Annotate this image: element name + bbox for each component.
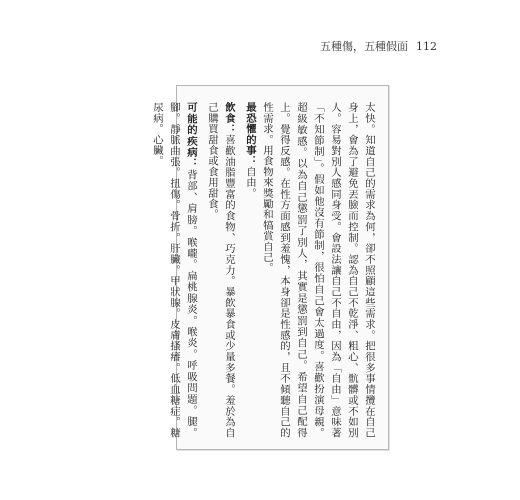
disease-label: 可能的疾病： [185,102,197,170]
paragraph-traits: 太快。知道自己的需求為何，卻不照顧這些需求。把很多事情攬在自己身上，會為了避免丟臉而控制。認為自己不乾淨、粗心、骯髒或不如別人。容易對別人感同身受。會設法讓自己不自由，因為「自由」意味著「不知節制」。假如他沒有節制，很怕自己會太過度。喜歡扮演母親。超級敏感。以為自己懲罰了別人，其實是懲罰到自己。希望自己配得上。覺得反感。在性方面感到羞愧，本身卻是性感的，且不傾聽自己的性需求。用食物來獎勵和犒賞自己。 [261,102,375,438]
fear-text: 自由。 [244,166,256,199]
paragraph-diet [203,102,237,438]
fear-label: 最恐懼的事： [244,102,256,167]
running-head [320,38,437,54]
text-frame [151,85,389,450]
diet-text: 喜歡油脂豐富的食物、巧克力。暴飲暴食或少量多餐。羞於為自己購買甜食或食用甜食。 [206,102,235,438]
vertical-text-body [148,102,377,438]
page-number: 112 [416,40,437,53]
running-head-title: 五種傷，五種假面 [320,40,408,53]
diet-label: 飲食： [223,102,235,135]
paragraph-disease [148,102,199,438]
paragraph-fear [241,102,258,438]
disease-text: 背部、肩膀。喉嚨。扁桃腺炎。喉炎。呼吸問題。腿。腳。靜脈曲張。扭傷。骨折。肝臟。甲狀腺。皮膚搔癢。低血糖症。糖尿病。心臟。 [151,102,197,438]
